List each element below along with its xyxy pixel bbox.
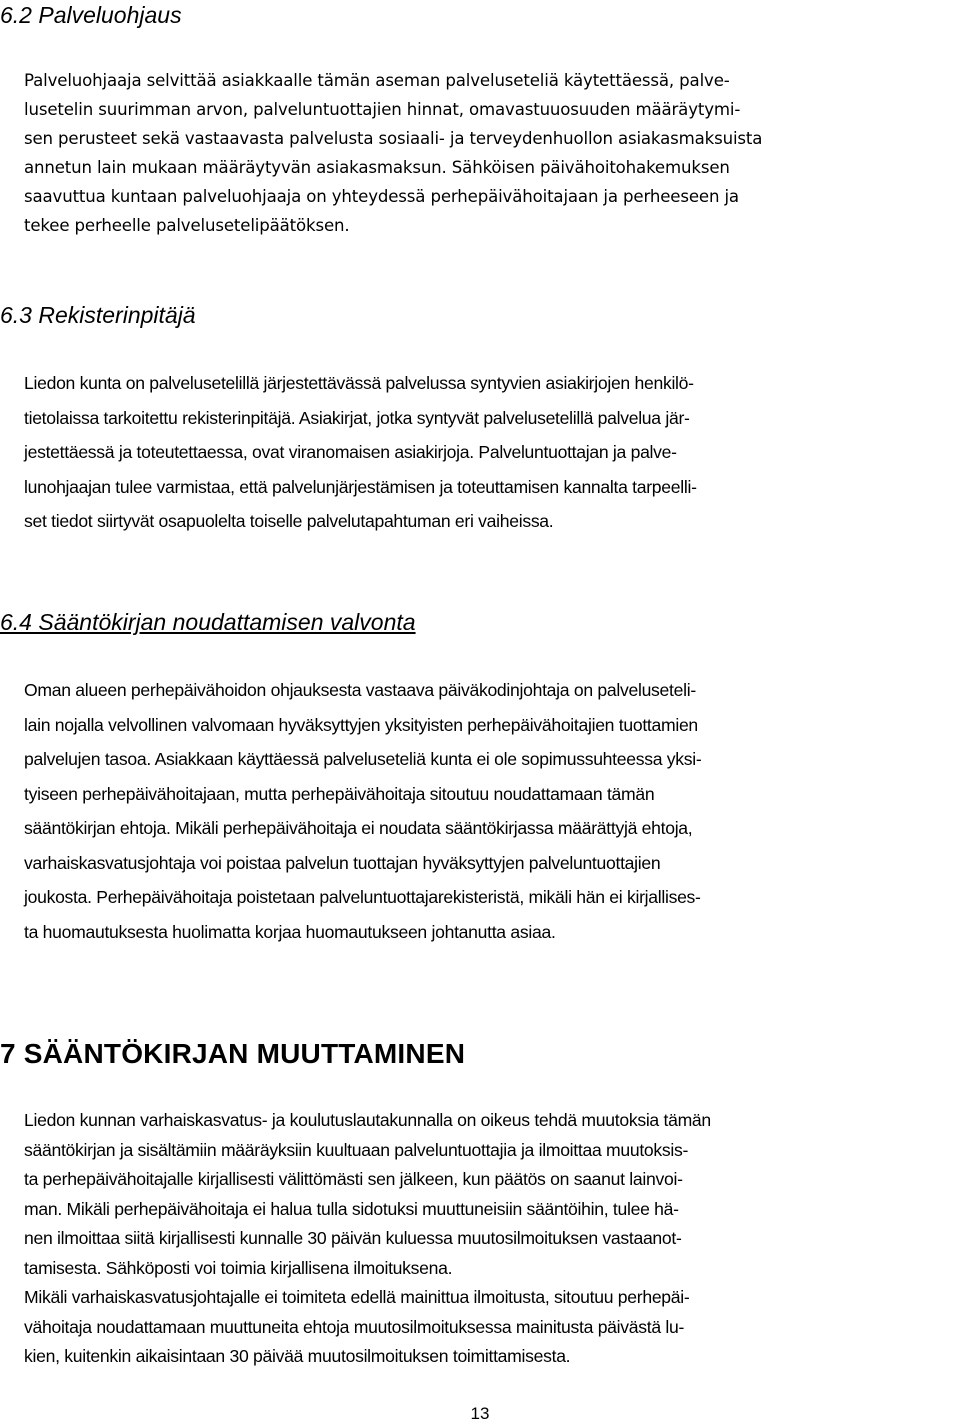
text-line: tietolaissa tarkoitettu rekisterinpitäjä. Asiakirjat, jotka syntyvät palvelusetelillä palvelua jär-: [24, 407, 690, 428]
text-line: kien, kuitenkin aikaisintaan 30 päivää muutosilmoituksen toimittamisesta.: [24, 1346, 571, 1366]
section-6-3-body: [24, 366, 697, 539]
chapter-heading-7: 7 SÄÄNTÖKIRJAN MUUTTAMINEN: [0, 1038, 466, 1069]
text-line: varhaiskasvatusjohtaja voi poistaa palvelun tuottajan hyväksyttyjen palveluntuottajien: [24, 852, 661, 873]
text-line: sääntökirjan ja sisältämiin määräyksiin kuultuaan palveluntuottajia ja ilmoittaa muutoksis-: [24, 1139, 689, 1160]
text-line: ta huomautuksesta huolimatta korjaa huomautukseen johtanutta asiaa.: [24, 921, 556, 942]
text-line: nen ilmoittaa siitä kirjallisesti kunnalle 30 päivän kuluessa muutosilmoituksen vastaanot-: [24, 1228, 682, 1248]
text-line: ta perhepäivähoitajalle kirjallisesti välittömästi sen jälkeen, kun päätös on saanut lainvoi-: [24, 1169, 683, 1189]
text-line: Liedon kunnan varhaiskasvatus- ja koulutuslautakunnalla on oikeus tehdä muutoksia tämän: [24, 1110, 711, 1130]
text-line: jestettäessä ja toteutettaessa, ovat viranomaisen asiakirjoja. Palveluntuottajan ja palve-: [24, 442, 677, 462]
text-line: tyiseen perhepäivähoitajaan, mutta perhepäivähoitaja sitoutuu noudattamaan tämän: [24, 783, 655, 804]
text-line: vähoitaja noudattamaan muuttuneita ehtoja muutosilmoituksessa mainitusta päivästä lu-: [24, 1316, 685, 1337]
text-line: palvelujen tasoa. Asiakkaan käyttäessä palveluseteliä kunta ei ole sopimussuhteessa yksi-: [24, 749, 702, 769]
text-line: joukosta. Perhepäivähoitaja poistetaan palveluntuottajarekisteristä, mikäli hän ei kirjallises-: [24, 887, 701, 907]
text-line: sen perusteet sekä vastaavasta palvelusta sosiaali- ja terveydenhuollon asiakasmaksuista: [24, 129, 763, 148]
section-heading-6-2: 6.2 Palveluohjaus: [0, 2, 182, 28]
section-heading-6-3: 6.3 Rekisterinpitäjä: [0, 302, 196, 328]
page-number: 13: [470, 1404, 490, 1423]
text-line: Mikäli varhaiskasvatusjohtajalle ei toimiteta edellä mainittua ilmoitusta, sitoutuu perhepäi-: [24, 1287, 690, 1307]
section-6-4-body: [24, 673, 701, 949]
text-line: set tiedot siirtyvät osapuolelta toiselle palvelutapahtuman eri vaiheissa.: [24, 511, 554, 531]
text-line: lunohjaajan tulee varmistaa, että palvelunjärjestämisen ja toteuttamisen kannalta tarpeelli-: [24, 476, 697, 497]
text-line: lain nojalla velvollinen valvomaan hyväksyttyjen yksityisten perhepäivähoitajien tuottamien: [24, 714, 698, 735]
text-line: tekee perheelle palvelusetelipäätöksen.: [24, 216, 350, 235]
text-line: Palveluohjaaja selvittää asiakkaalle tämän aseman palveluseteliä käytettäessä, palve-: [24, 71, 730, 90]
text-line: tamisesta. Sähköposti voi toimia kirjallisena ilmoituksena.: [24, 1257, 453, 1278]
text-line: Oman alueen perhepäivähoidon ohjauksesta vastaava päiväkodinjohtaja on palveluseteli-: [24, 680, 696, 700]
section-7-body: [24, 1106, 711, 1372]
text-line: Liedon kunta on palvelusetelillä järjestettävässä palvelussa syntyvien asiakirjojen henkilö-: [24, 373, 694, 393]
section-heading-6-4: 6.4 Sääntökirjan noudattamisen valvonta: [0, 609, 416, 635]
section-6-2-body: [24, 66, 762, 240]
text-line: saavuttua kuntaan palveluohjaaja on yhteydessä perhepäivähoitajaan ja perheeseen ja: [24, 187, 739, 206]
text-line: annetun lain mukaan määräytyvän asiakasmaksun. Sähköisen päivähoitohakemuksen: [24, 158, 730, 177]
text-line: sääntökirjan ehtoja. Mikäli perhepäivähoitaja ei noudata sääntökirjassa määrättyjä ehtoja,: [24, 818, 693, 838]
text-line: lusetelin suurimman arvon, palveluntuottajien hinnat, omavastuuosuuden määräytymi-: [24, 100, 741, 119]
text-line: man. Mikäli perhepäivähoitaja ei halua tulla sidotuksi muuttuneisiin sääntöihin, tulee hä-: [24, 1198, 679, 1219]
